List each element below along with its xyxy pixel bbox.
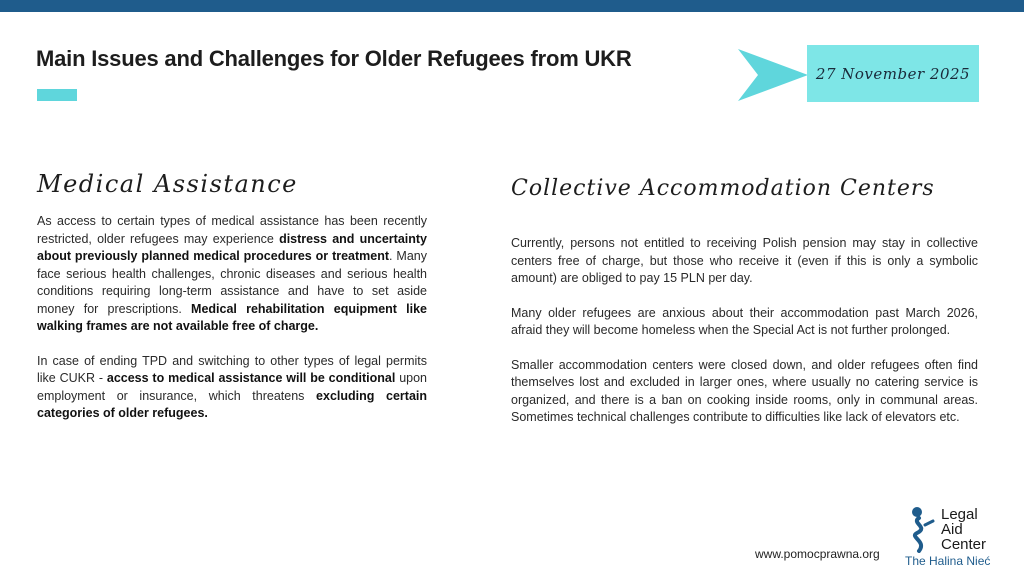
website-link[interactable]: www.pomocprawna.org bbox=[755, 547, 880, 561]
medical-assistance-body bbox=[37, 213, 427, 440]
accommodation-paragraph-1: Currently, persons not entitled to receiving Polish pension may stay in collective centers free of charge, but those who receive it (even if this is only a symbolic amount) are obliged to pay 15 PLN per day. bbox=[511, 236, 978, 285]
logo-subtitle: The Halina Nieć bbox=[905, 554, 991, 568]
top-bar bbox=[0, 0, 1024, 12]
logo-text-center: Center bbox=[941, 536, 987, 553]
accommodation-paragraph-2: Many older refugees are anxious about their accommodation past March 2026, afraid they will become homeless when the Special Act is not further prolonged. bbox=[511, 305, 978, 337]
accommodation-paragraph-3: Smaller accommodation centers were closed down, and older refugees often find themselves lost and excluded in larger ones, where usually no catering service is organized, and there is a ban on cooking inside rooms, only in communal areas. Sometimes technical challenges contribute to difficulties like lack of elevators etc. bbox=[511, 357, 978, 424]
accommodation-heading: Collective Accommodation Centers bbox=[511, 176, 935, 201]
medical-paragraph-2: In case of ending TPD and switching to other types of legal permits like CUKR - access to medical assistance will be conditional upon employment or insurance, which threatens excluding certain categories of older refugees. bbox=[37, 353, 428, 420]
arrow-icon bbox=[738, 47, 808, 103]
accommodation-body bbox=[511, 235, 978, 444]
title-accent-bar bbox=[37, 89, 77, 101]
medical-assistance-heading: Medical Assistance bbox=[37, 170, 298, 198]
figure-logo-icon bbox=[905, 505, 937, 553]
medical-paragraph-1: As access to certain types of medical assistance has been recently restricted, older refugees may experience distress and uncertainty about previously planned medical procedures or treatment. Many face serious health challenges, chronic diseases and serious health conditions requiring long-term assistance and have to set aside money for prescriptions. Medical rehabilitation equipment like walking frames are not available free of charge. bbox=[37, 214, 428, 333]
date-badge: 27 November 2025 bbox=[807, 45, 979, 102]
logo-text-aid: Aid bbox=[941, 521, 963, 538]
legal-aid-center-logo bbox=[905, 503, 1005, 573]
logo-text-legal: Legal bbox=[941, 506, 978, 523]
page-title: Main Issues and Challenges for Older Refugees from UKR bbox=[36, 46, 632, 71]
